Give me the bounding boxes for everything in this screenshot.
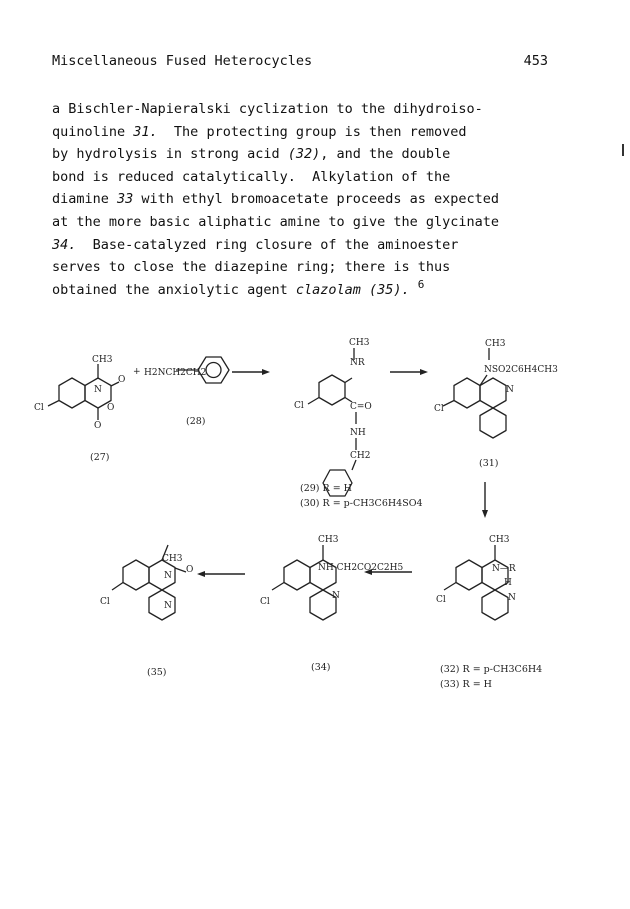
caption-27: (27) bbox=[90, 452, 110, 463]
text-line: 34. Base-catalyzed ring closure of the aminoester bbox=[52, 236, 459, 253]
label-cl: Cl bbox=[294, 401, 304, 411]
label-ch3: CH3 bbox=[162, 554, 183, 564]
drug-name: clazolam (35). bbox=[295, 281, 410, 298]
text-line: quinoline 31. The protecting group is then removed bbox=[52, 123, 467, 140]
caption-33: (33) R = H bbox=[440, 679, 492, 690]
label-cl: Cl bbox=[34, 403, 44, 413]
label-n: N bbox=[164, 601, 172, 611]
caption-35: (35) bbox=[147, 667, 167, 678]
label-cl: Cl bbox=[434, 404, 444, 414]
compound-ref: (32) bbox=[287, 146, 321, 163]
text-line: diamine 33 with ethyl bromoacetate proceeds as expected bbox=[52, 191, 500, 208]
caption-30: (30) R = p-CH3C6H4SO4 bbox=[300, 498, 423, 509]
label-h: H bbox=[504, 578, 512, 588]
page-number: 453 bbox=[523, 53, 548, 69]
label-ch3: CH3 bbox=[349, 338, 370, 348]
text-line: a Bischler-Napieralski cyclization to the dihydroiso- bbox=[52, 101, 483, 117]
label-n-r: N—R bbox=[492, 564, 516, 574]
text-line: obtained the anxiolytic agent clazolam (35). $^6$ bbox=[52, 277, 425, 298]
label-n: N bbox=[332, 591, 340, 601]
label-amine: H2NCH2CH2 bbox=[144, 368, 207, 378]
label-ch2: CH2 bbox=[350, 451, 371, 461]
compound-ref: 31. bbox=[133, 123, 158, 140]
reaction-scheme bbox=[0, 320, 630, 700]
arrowhead bbox=[197, 571, 205, 577]
arrowhead bbox=[420, 369, 428, 375]
footnote-ref: 6 bbox=[417, 277, 425, 291]
label-nh: NH bbox=[350, 428, 366, 438]
label-nr: NR bbox=[350, 358, 365, 368]
label-n: N bbox=[506, 385, 514, 395]
label-o: O bbox=[186, 565, 194, 575]
label-c-eq-o: C=O bbox=[350, 402, 372, 412]
body-paragraph bbox=[52, 98, 572, 301]
label-plus: + bbox=[133, 367, 141, 377]
label-nch2co2: NH CH2CO2C2H5 bbox=[318, 563, 404, 573]
label-o: O bbox=[107, 403, 115, 413]
caption-28: (28) bbox=[186, 416, 206, 427]
text-line: serves to close the diazepine ring; there is thus bbox=[52, 259, 451, 276]
label-cl: Cl bbox=[260, 597, 270, 607]
structure-29-30 bbox=[308, 348, 356, 496]
margin-mark bbox=[622, 144, 624, 156]
label-n: N bbox=[94, 385, 102, 395]
caption-34: (34) bbox=[311, 662, 331, 673]
compound-ref: 34. bbox=[52, 236, 77, 253]
label-o: O bbox=[94, 421, 102, 431]
label-cl: Cl bbox=[436, 595, 446, 605]
label-ch3: CH3 bbox=[318, 535, 339, 545]
arrowhead bbox=[262, 369, 270, 375]
label-cl: Cl bbox=[100, 597, 110, 607]
arrowhead bbox=[482, 510, 488, 518]
text-line: by hydrolysis in strong acid (32), and the double bbox=[52, 146, 451, 163]
text-line: at the more basic aliphatic amine to give the glycinate bbox=[52, 213, 500, 230]
text-line: bond is reduced catalytically. Alkylation of the bbox=[52, 168, 451, 185]
reaction-arrows bbox=[197, 369, 488, 577]
label-o: O bbox=[118, 375, 126, 385]
caption-32: (32) R = p-CH3C6H4 bbox=[440, 664, 543, 675]
label-n: N bbox=[508, 593, 516, 603]
caption-29: (29) R = H bbox=[300, 483, 352, 494]
label-ch3: CH3 bbox=[485, 339, 506, 349]
label-ch3: CH3 bbox=[92, 355, 113, 365]
structure-34 bbox=[272, 545, 336, 620]
label-ch3: CH3 bbox=[489, 535, 510, 545]
structure-31 bbox=[443, 348, 506, 438]
caption-31: (31) bbox=[479, 458, 499, 469]
compound-ref: 33 bbox=[117, 191, 134, 208]
structure-32-33 bbox=[444, 545, 508, 620]
header-title: Miscellaneous Fused Heterocycles bbox=[52, 53, 313, 69]
label-n: N bbox=[164, 571, 172, 581]
label-nso2: NSO2C6H4CH3 bbox=[484, 365, 558, 375]
